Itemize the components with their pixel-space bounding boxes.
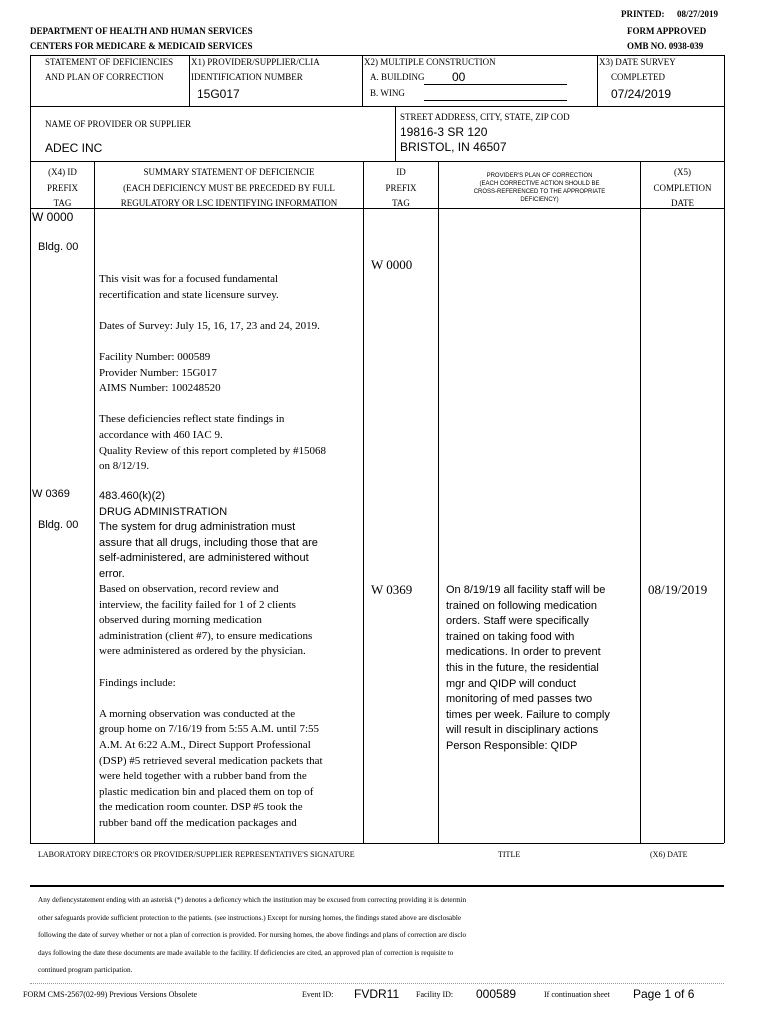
provider-id-label-1: X1) PROVIDER/SUPPLIER/CLIA bbox=[191, 57, 320, 67]
footer-rule bbox=[30, 983, 724, 984]
border-right bbox=[724, 55, 725, 843]
plan-header-line: (EACH CORRECTIVE ACTION SHOULD BE bbox=[479, 181, 600, 187]
plan-header-line: DEFICIENCY) bbox=[520, 197, 559, 203]
facility-id-value: 000589 bbox=[476, 987, 517, 1001]
wing-label: B. WING bbox=[370, 88, 405, 98]
x5-header bbox=[641, 165, 724, 212]
form-approved: FORM APPROVED bbox=[627, 26, 707, 36]
x4-header-line: TAG bbox=[53, 198, 72, 208]
provider-id-label-2: IDENTIFICATION NUMBER bbox=[191, 72, 303, 82]
divider bbox=[640, 161, 641, 843]
x5-header-line: COMPLETION bbox=[653, 182, 712, 193]
id-header-line: TAG bbox=[392, 198, 410, 208]
printed-date: 08/27/2019 bbox=[677, 9, 719, 19]
rule bbox=[30, 106, 724, 107]
id-header bbox=[364, 165, 438, 212]
rule bbox=[30, 843, 724, 844]
plan-header-line: PROVIDER'S PLAN OF CORRECTION bbox=[486, 173, 593, 179]
agency-line2: CENTERS FOR MEDICARE & MEDICAID SERVICES bbox=[30, 41, 253, 51]
divider bbox=[597, 55, 598, 106]
event-id-value: FVDR11 bbox=[354, 987, 400, 1001]
signature-label: LABORATORY DIRECTOR'S OR PROVIDER/SUPPLIER REPRESENTATIVE'S SIGNATURE bbox=[38, 850, 355, 859]
address-label: STREET ADDRESS, CITY, STATE, ZIP COD bbox=[400, 112, 570, 122]
plan-header bbox=[439, 172, 640, 204]
divider bbox=[363, 161, 364, 843]
date-survey-value: 07/24/2019 bbox=[611, 87, 672, 101]
address-line1: 19816-3 SR 120 bbox=[400, 125, 488, 139]
x4-header-line: (X4) ID bbox=[48, 167, 77, 177]
id-header-line: ID bbox=[396, 167, 406, 177]
agency-line1: DEPARTMENT OF HEALTH AND HUMAN SERVICES bbox=[30, 26, 253, 36]
entry2-heading: 483.460(k)(2) DRUG ADMINISTRATION The system for drug administration must assure that all drugs, including those that are self-administered, are administered without error. bbox=[99, 490, 318, 580]
address-line2: BRISTOL, IN 46507 bbox=[400, 140, 507, 154]
multiple-construction-label: X2) MULTIPLE CONSTRUCTION bbox=[364, 57, 496, 67]
rule bbox=[30, 885, 724, 887]
event-id-label: Event ID: bbox=[302, 990, 334, 999]
building-underline bbox=[424, 84, 567, 85]
entry1-text: This visit was for a focused fundamental recertification and state licensure survey. Dates of Survey: July 15, 16, 17, 23 and 24, 2019. Facility Number: 000589 Provider Number: 15G017 AIMS Number: 100248520 These deficiencies reflect state findings in accordance with 460 IAC 9. Quality Review of this report completed by #15068 on 8/12/19. bbox=[99, 273, 326, 473]
entry2-bldg: Bldg. 00 bbox=[38, 519, 79, 531]
page-number: Page 1 of 6 bbox=[633, 987, 695, 1001]
date-label: (X6) DATE bbox=[650, 850, 688, 859]
entry1-bldg: Bldg. 00 bbox=[38, 241, 79, 253]
entry2-completion-date: 08/19/2019 bbox=[648, 582, 708, 597]
statement-label-1: STATEMENT OF DEFICIENCIES bbox=[45, 57, 174, 67]
form-number: FORM CMS-2567(02-99) Previous Versions Obsolete bbox=[23, 990, 198, 999]
provider-id-value: 15G017 bbox=[197, 87, 240, 101]
divider bbox=[94, 161, 95, 843]
entry1-right-tag: W 0000 bbox=[371, 257, 413, 272]
omb-number: OMB NO. 0938-039 bbox=[627, 41, 704, 51]
title-label: TITLE bbox=[498, 850, 521, 859]
id-header-line: PREFIX bbox=[385, 182, 417, 193]
summary-header bbox=[95, 165, 363, 212]
wing-underline bbox=[424, 100, 567, 101]
printed-label: PRINTED: bbox=[621, 9, 665, 19]
rule bbox=[30, 55, 724, 56]
provider-name-label: NAME OF PROVIDER OR SUPPLIER bbox=[45, 119, 192, 129]
continuation-label: If continuation sheet bbox=[544, 990, 610, 999]
summary-header-line: REGULATORY OR LSC IDENTIFYING INFORMATION bbox=[120, 198, 338, 208]
summary-header-line: SUMMARY STATEMENT OF DEFICIENCIE bbox=[143, 167, 315, 177]
date-survey-label-2: COMPLETED bbox=[611, 72, 665, 82]
building-value: 00 bbox=[452, 70, 466, 84]
divider bbox=[438, 161, 439, 843]
entry2-right-tag: W 0369 bbox=[371, 582, 413, 597]
rule bbox=[30, 161, 724, 162]
date-survey-label-1: X3) DATE SURVEY bbox=[599, 57, 676, 67]
facility-id-label: Facility ID: bbox=[416, 990, 454, 999]
building-label: A. BUILDING bbox=[370, 72, 425, 82]
disclaimer: Any defiencystatement ending with an asterisk (*) denotes a deficency which the institution may be excused from correcting providing it is determin other safeguards provide sufficient protection to the patients. (see instructions.) Except for nursing homes, the findings stated above are disclosable following the date of survey whether or not a plan of correction is provided. For nursing homes, the above findings and plans of correction are disclo days following the date these documents are made available to the facility. If deficiencies are cited, an approved plan of correction is requisite to continued program participation. bbox=[38, 896, 467, 974]
entry1-tag: W 0000 bbox=[32, 210, 74, 224]
entry2-text: Based on observation, record review and interview, the facility failed for 1 of 2 clients observed during morning medication administration (client #7), to ensure medications were administered as ordered by the physician. Findings include: A morning observation was conducted at the group home on 7/16/19 from 5:55 A.M. until 7:55 A.M. At 6:22 A.M., Direct Support Professional (DSP) #5 retrieved several medication packets that were held together with a rubber band from the plastic medication bin and placed them on top of the medication room counter. DSP #5 took the rubber band off the medication packages and bbox=[99, 583, 323, 829]
statement-label-2: AND PLAN OF CORRECTION bbox=[45, 72, 164, 82]
x5-header-line: (X5) bbox=[674, 167, 691, 177]
summary-header-line: (EACH DEFICIENCY MUST BE PRECEDED BY FULL bbox=[123, 182, 335, 193]
plan-header-line: CROSS-REFERENCED TO THE APPROPRIATE bbox=[473, 189, 606, 195]
provider-name-value: ADEC INC bbox=[45, 141, 103, 155]
divider bbox=[362, 55, 363, 106]
entry2-tag: W 0369 bbox=[32, 488, 70, 500]
entry2-plan: On 8/19/19 all facility staff will be trained on following medication orders. Staff were specifically trained on taking food with medications. In order to prevent this in the future, the residential mgr and QIDP will conduct monitoring of med passes two times per week. Failure to comply will result in disciplinary actions Person Responsible: QIDP bbox=[446, 584, 610, 752]
x4-header bbox=[31, 165, 94, 212]
divider bbox=[189, 55, 190, 106]
x5-header-line: DATE bbox=[671, 198, 694, 208]
divider bbox=[395, 106, 396, 161]
x4-header-line: PREFIX bbox=[46, 182, 78, 193]
